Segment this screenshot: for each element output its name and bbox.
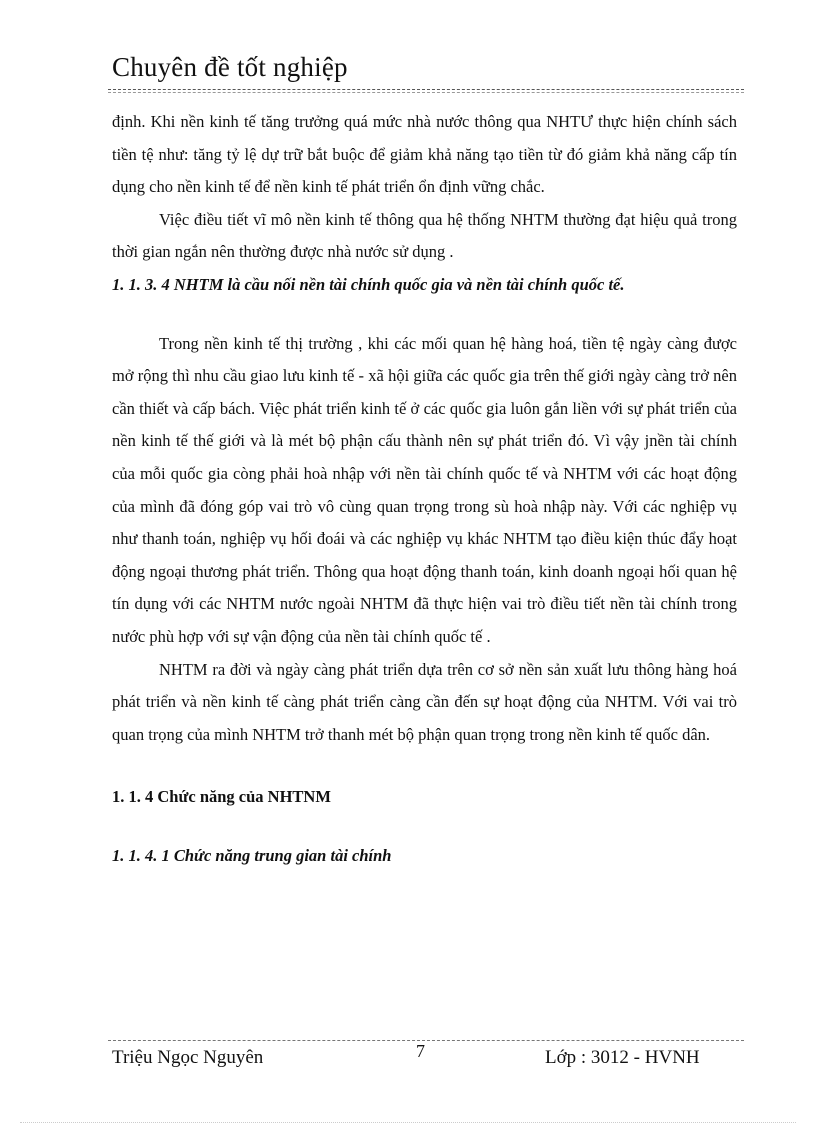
paragraph-4: NHTM ra đời và ngày càng phát triển dựa trên cơ sở nền sản xuất lưu thông hàng hoá phát triển và nền kinh tế càng phát triển càng cần đến sự hoạt động của NHTM. Với vai trò quan trọng của mình NHTM trở thanh mét bộ phận quan trọng trong nền kinh tế quốc dân.	[112, 659, 737, 744]
footer-class: Lớp : 3012 - HVNH	[545, 1047, 700, 1068]
footer-author: Triệu Ngọc Nguyên	[112, 1047, 264, 1068]
section-heading-1-1-3-4: 1. 1. 3. 4 NHTM là cầu nối nền tài chính quốc gia và nền tài chính quốc tế.	[112, 274, 625, 294]
document-body	[112, 106, 737, 872]
section-heading-1-1-4: 1. 1. 4 Chức năng của NHTNM	[112, 787, 331, 807]
section-heading-1-1-4-1: 1. 1. 4. 1 Chức năng trung gian tài chính	[112, 845, 392, 865]
spacer	[112, 814, 737, 840]
paragraph-1: định. Khi nền kinh tế tăng trưởng quá mức nhà nước thông qua NHTƯ thực hiện chính sách tiền tệ như: tăng tỷ lệ dự trữ bắt buộc để giảm khả năng tạo tiền từ đó giảm khả năng cấp tín dụng cho nền kinh tế để nền kinh tế phát triển ổn định vững chắc.	[112, 112, 737, 197]
page-number: 7	[416, 1041, 425, 1061]
footer-divider	[108, 1040, 744, 1041]
paragraph-3: Trong nền kinh tế thị trường , khi các mối quan hệ hàng hoá, tiền tệ ngày càng được mở rộng thì nhu cầu giao lưu kinh tế - xã hội giữa các quốc gia trên thế giới ngày càng trở nên cần thiết và cấp bách. Việc phát triển kinh tế ở các quốc gia luôn gắn liền với sự phát triển của nền kinh tế thế giới và là mét bộ phận cấu thành nên sự phát triển đó. Vì vậy jnền tài chính của mỗi quốc gia còng phải hoà nhập với nền tài chính quốc tế và NHTM với các hoạt động của mình đã đóng góp vai trò vô cùng quan trọng trong sù hoà nhập này. Với các nghiệp vụ như thanh toán, nghiệp vụ hối đoái và các nghiệp vụ khác NHTM tạo điều kiện thúc đẩy hoạt động ngoại thương phát triển. Thông qua hoạt động thanh toán, kinh doanh ngoại hối quan hệ tín dụng với các NHTM nước ngoài NHTM đã thực hiện vai trò điều tiết nền tài chính trong nước phù hợp với sự vận động của nền tài chính quốc tế .	[112, 333, 737, 646]
header-divider-secondary	[108, 92, 744, 93]
spacer	[112, 751, 737, 781]
spacer	[112, 302, 737, 328]
paragraph-2: Việc điều tiết vĩ mô nền kinh tế thông qua hệ thống NHTM thường đạt hiệu quả trong thời gian ngắn nên thường được nhà nước sử dụng .	[112, 209, 737, 262]
page-header-title: Chuyên đề tốt nghiệp	[112, 52, 348, 82]
header-divider	[108, 89, 744, 90]
